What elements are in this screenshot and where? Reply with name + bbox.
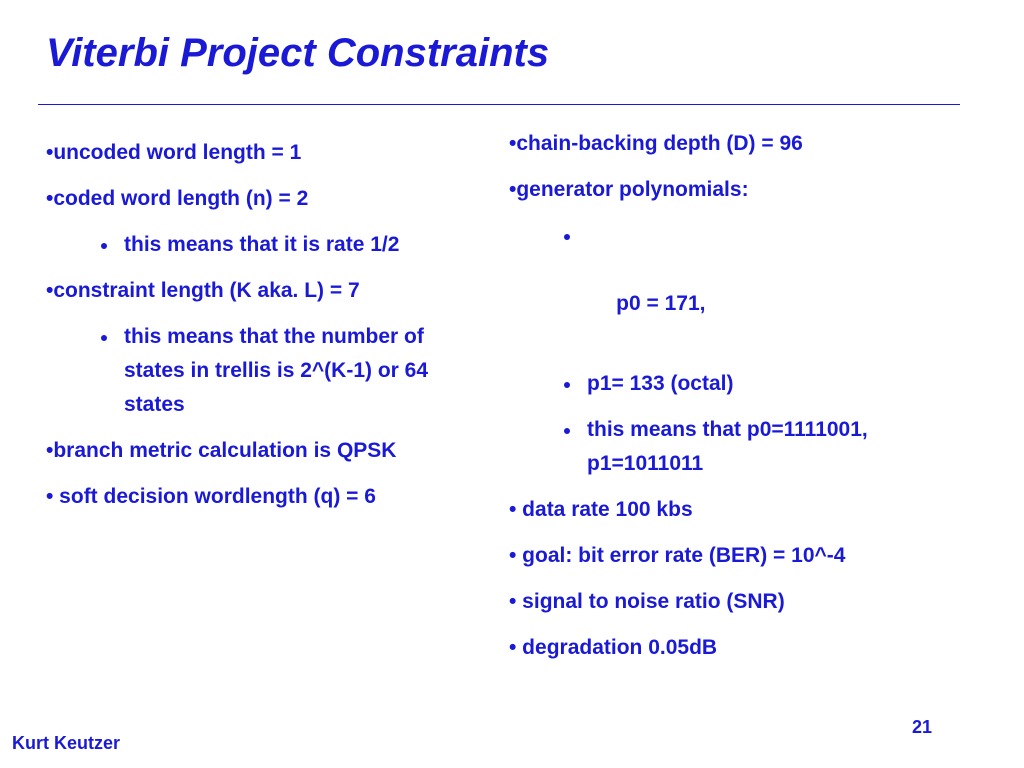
title-divider	[38, 104, 960, 105]
bullet-dot-icon	[101, 243, 107, 249]
bullet-soft-decision	[46, 480, 486, 514]
bullet-text: •generator polynomials:	[509, 178, 749, 201]
bullet-text: •coded word length (n) = 2	[46, 187, 309, 210]
bullet-text: • data rate 100 kbs	[509, 498, 693, 521]
page-number: 21	[912, 717, 933, 737]
sub-bullet-text: this means that p0=1111001, p1=1011011	[587, 418, 868, 475]
sub-bullet-rate	[46, 228, 486, 262]
bullet-text: • goal: bit error rate (BER) = 10^-4	[509, 544, 846, 567]
bullet-branch-metric	[46, 434, 406, 468]
bullet-text: •constraint length (K aka. L) = 7	[46, 279, 360, 302]
sub-bullet-text: this means that the number of states in trellis is 2^(K-1) or 64 states	[124, 325, 429, 416]
bullet-text: •branch metric calculation is QPSK	[46, 439, 397, 462]
bullet-text: • degradation 0.05dB	[509, 636, 718, 659]
bullet-data-rate	[509, 493, 979, 527]
bullet-constraint-length	[46, 274, 486, 308]
bullet-dot-icon	[564, 234, 570, 240]
sub-bullet-p0	[509, 219, 979, 355]
bullet-dot-icon	[101, 335, 107, 341]
bullet-text: • signal to noise ratio (SNR)	[509, 590, 785, 613]
bullet-degradation	[509, 631, 979, 665]
bullet-goal-ber	[509, 539, 979, 573]
bullet-dot-icon	[564, 428, 570, 434]
slide-title: Viterbi Project Constraints	[46, 31, 550, 75]
sub-bullet-text: p0 = 171,	[610, 292, 706, 315]
bullet-uncoded-word-length	[46, 136, 486, 170]
sub-bullet-states	[46, 320, 476, 422]
bullet-snr	[509, 585, 979, 619]
sub-bullet-text: this means that it is rate 1/2	[124, 233, 400, 256]
bullet-text: • soft decision wordlength (q) = 6	[46, 485, 376, 508]
footer-author: Kurt Keutzer	[12, 733, 121, 753]
bullet-chain-backing-depth	[509, 127, 979, 161]
bullet-text: •chain-backing depth (D) = 96	[509, 132, 803, 155]
right-bullet-list	[509, 127, 979, 677]
bullet-dot-icon	[564, 382, 570, 388]
bullet-generator-polynomials	[509, 173, 979, 207]
sub-bullet-binary	[509, 413, 939, 481]
sub-bullet-text: p1= 133 (octal)	[587, 372, 734, 395]
sub-bullet-p1	[509, 367, 979, 401]
left-bullet-list	[46, 136, 486, 526]
bullet-text: •uncoded word length = 1	[46, 141, 302, 164]
bullet-coded-word-length	[46, 182, 486, 216]
